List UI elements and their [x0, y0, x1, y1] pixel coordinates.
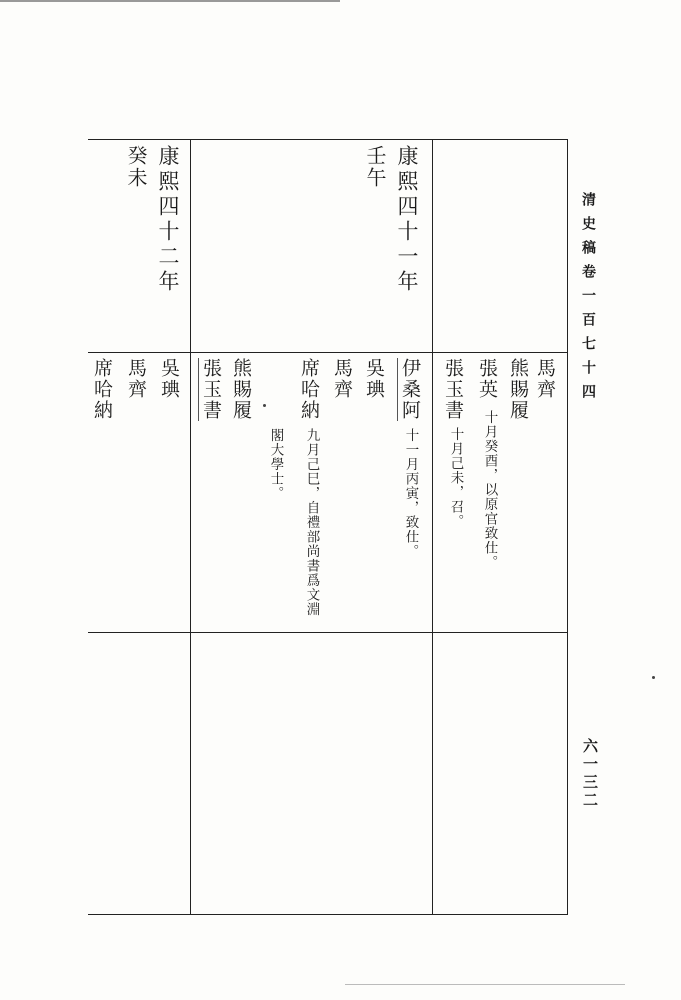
event-note: 十一月丙寅，致仕。	[402, 428, 419, 559]
ganzhi-label: 癸未	[124, 145, 148, 189]
row-rule-2	[88, 632, 568, 633]
row-rule-1	[88, 352, 568, 353]
col-rule-1	[190, 139, 191, 915]
ganzhi-label: 壬午	[363, 145, 387, 189]
official-name: 伊桑阿	[399, 358, 421, 421]
official-name: 張英	[476, 358, 498, 400]
running-head: 清史稿卷一百七十四	[580, 192, 596, 408]
event-note-continued: 閣大學士。	[267, 428, 284, 501]
official-name: 熊賜履	[230, 358, 252, 421]
ink-dot	[263, 404, 266, 407]
ink-dot	[652, 676, 655, 679]
table-bottom-rule	[88, 914, 568, 915]
event-note: 十月癸酉，以原官致仕。	[481, 410, 498, 570]
event-note: 九月己巳，自禮部尚書爲文淵	[303, 428, 320, 617]
official-name: 張玉書	[442, 358, 464, 421]
official-name: 熊賜履	[507, 358, 529, 421]
official-name: 張玉書	[200, 358, 222, 421]
scan-noise	[345, 984, 625, 985]
page-number: 六一三二	[581, 738, 599, 810]
col-rule-right	[567, 139, 568, 915]
year-heading: 康熙四十二年	[156, 145, 180, 295]
official-name: 馬齊	[331, 358, 353, 400]
col-rule-2	[432, 139, 433, 915]
scan-edge-line	[0, 0, 340, 2]
official-name: 吳琠	[363, 358, 385, 400]
official-name: 馬齊	[534, 358, 556, 400]
year-heading: 康熙四十一年	[395, 145, 419, 295]
table-top-rule	[88, 139, 568, 140]
official-name: 吳琠	[158, 358, 180, 400]
official-name: 席哈納	[298, 358, 320, 421]
official-name: 馬齊	[125, 358, 147, 400]
official-name: 席哈納	[91, 358, 113, 421]
event-note: 十月己未，召。	[447, 427, 464, 529]
